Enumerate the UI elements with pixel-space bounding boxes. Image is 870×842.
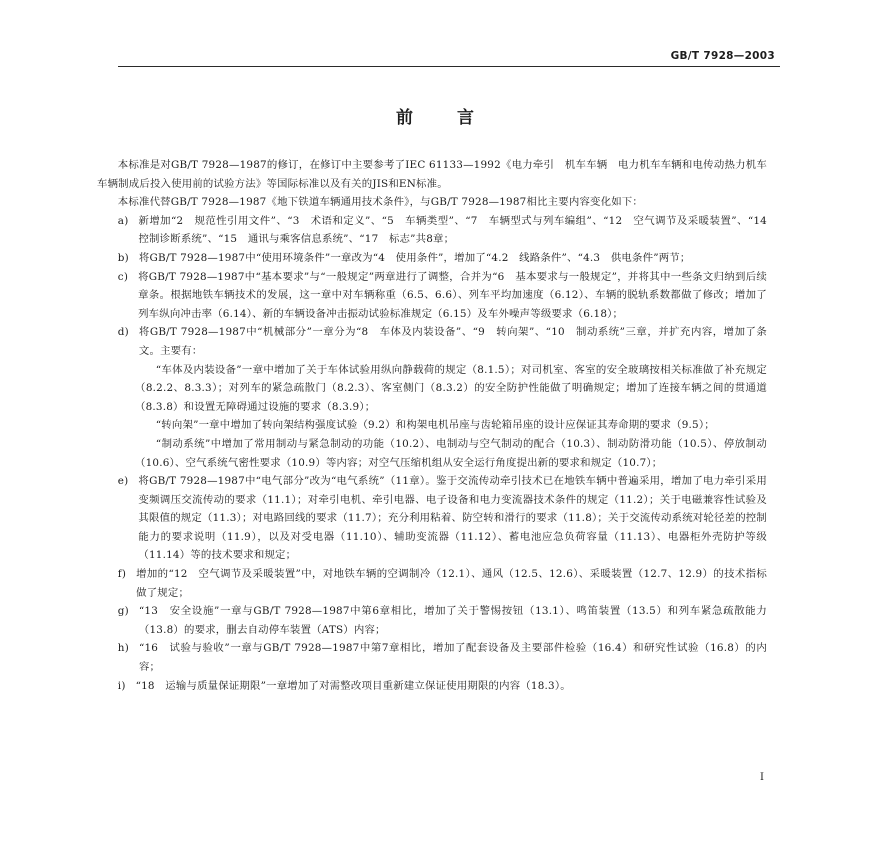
- item-text: “16 试验与验收”一章与GB/T 7928—1987中第7章相比，增加了配套设备及主要部件检验（16.4）和研究性试验（16.8）的内容；: [138, 642, 767, 674]
- item-label: i): [117, 679, 126, 692]
- item-label: f): [117, 568, 127, 581]
- item-label: g): [117, 605, 129, 618]
- item-label: c): [117, 270, 129, 283]
- item-text: 将GB/T 7928—1987中“使用环境条件”一章改为“4 使用条件”，增加了“4.2 线路条件”、“4.3 供电条件”两节；: [138, 251, 691, 264]
- change-item-f: [97, 565, 767, 602]
- item-label: a): [117, 214, 129, 227]
- standard-number: GB/T 7928—2003: [670, 50, 775, 62]
- change-item-h: [97, 639, 767, 676]
- document-title: 前言: [396, 108, 518, 128]
- change-item-d: [97, 323, 767, 360]
- item-label: d): [117, 326, 129, 339]
- item-text: 将GB/T 7928—1987中“基本要求”与“一般规定”两章进行了调整，合并为“6 基本要求与一般规定”，并将其中一些条文归纳到后续章条。根据地铁车辆技术的发展，这一章中对车辆称重（6.5、6.6）、列车平均加速度（6.12）、车辆的脱轨系数都做了修改；增加了列车纵向冲击率（6.14）、新的车辆设备冲击振动试验标准规定（6.15）及车外噪声等级要求（6.18）；: [138, 270, 767, 320]
- item-label: e): [117, 475, 129, 488]
- item-label: h): [117, 642, 129, 655]
- header-rule: [118, 66, 780, 67]
- item-text: “18 运输与质量保证期限”一章增加了对需整改项目重新建立保证使用期限的内容（18.3）。: [135, 679, 571, 692]
- item-text: 增加的“12 空气调节及采暖装置”中，对地铁车辆的空调制冷（12.1）、通风（12.5、12.6）、采暖装置（12.7、12.9）的技术指标做了规定；: [136, 568, 767, 599]
- change-item-e: [97, 472, 767, 565]
- item-label: b): [117, 251, 129, 264]
- change-item-a: [97, 212, 778, 249]
- intro-paragraph-2: 本标准代替GB/T 7928—1987《地下铁道车辆通用技术条件》，与GB/T 7928—1987相比主要内容变化如下：: [117, 196, 643, 209]
- change-item-c: [97, 268, 767, 324]
- page-number: I: [760, 772, 764, 783]
- item-text: 将GB/T 7928—1987中“电气部分”改为“电气系统”（11章）。鉴于交流传动牵引技术已在地铁车辆中普遍采用，增加了电力牵引采用变频调压交流传动的要求（11.1）；对牵引电机、牵引电器、电子设备和电力变流器技术条件的规定（11.2）；关于电磁兼容性试验及其限值的规定（11.3）；对电路回线的要求（11.7）；充分利用粘着、防空转和滑行的要求（11.8）；关于交流传动系统对轮径差的控制能力的要求说明（11.9），以及对受电器（11.10）、辅助变流器（11.12）、蓄电池应急负荷容量（11.13）、电器柜外壳防护等级（11.14）等的技术要求和规定；: [138, 475, 767, 562]
- change-item-g: [97, 602, 767, 639]
- item-text: “13 安全设施”一章与GB/T 7928—1987中第6章相比，增加了关于警惕按钮（13.1）、鸣笛装置（13.5）和列车紧急疏散能力（13.8）的要求，删去自动停车装置（ATS）内容；: [138, 605, 767, 636]
- change-item-b: [97, 249, 767, 268]
- item-text: 新增加“2 规范性引用文件”、“3 术语和定义”、“5 车辆类型”、“7 车辆型式与列车编组”、“12 空气调节及采暖装置”、“14 控制诊断系统”、“15 通讯与乘客信息系统”、“17 标志”共8章；: [138, 214, 778, 246]
- sub-paragraph-body-interior: “车体及内装设备”一章中增加了关于车体试验用纵向静载荷的规定（8.1.5）；对司机室、客室的安全玻璃按相关标准做了补充规定（8.2.2、8.3.3）；对列车的紧急疏散门（8.2.3）、客室侧门（8.3.2）的安全防护性能做了明确规定；增加了连接车辆之间的贯通道（8.3.8）和设置无障碍通过设施的要求（8.3.9）；: [135, 363, 767, 413]
- sub-paragraph-bogie: “转向架”一章中增加了转向架结构强度试验（9.2）和构架电机吊座与齿轮箱吊座的设计应保证其寿命期的要求（9.5）；: [155, 419, 715, 432]
- sub-paragraph-brake: “制动系统”中增加了常用制动与紧急制动的功能（10.2）、电制动与空气制动的配合（10.3）、制动防滑功能（10.5）、停放制动（10.6）、空气系统气密性要求（10.9）等内容；对空气压缩机组从安全运行角度提出新的要求和规定（10.7）；: [135, 437, 767, 469]
- body-text: [97, 156, 778, 695]
- item-text: 将GB/T 7928—1987中“机械部分”一章分为“8 车体及内装设备”、“9 转向架”、“10 制动系统”三章，并扩充内容，增加了条文。主要有：: [138, 326, 767, 357]
- change-item-i: [97, 677, 767, 696]
- intro-paragraph-1: 本标准是对GB/T 7928—1987的修订，在修订中主要参考了IEC 61133—1992《电力牵引 机车车辆 电力机车车辆和电传动热力机车车辆制成后投入使用前的试验方法》等国际标准以及有关的JIS和EN标准。: [97, 159, 767, 190]
